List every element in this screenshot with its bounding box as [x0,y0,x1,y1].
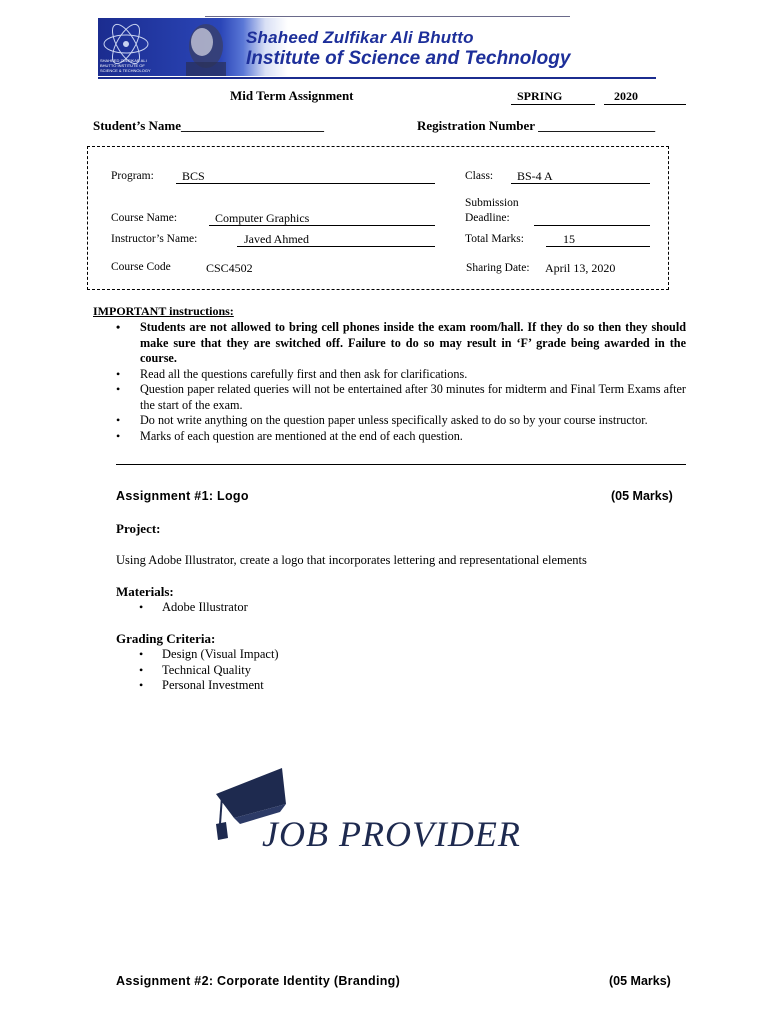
banner-top-rule [205,16,570,17]
term-field: SPRING [511,89,595,105]
deadline-label-1: Submission [465,197,519,209]
instruction-item: • Marks of each question are mentioned at the end of each question. [116,429,686,445]
total-marks-value: 15 [563,232,575,246]
institute-banner [98,18,656,76]
deadline-underline [534,225,650,226]
materials-list [139,600,248,616]
instructions-heading: IMPORTANT instructions: [93,304,234,318]
program-underline [176,183,435,184]
program-value: BCS [182,169,205,183]
instructions-list [116,320,686,444]
material-item: • Adobe Illustrator [139,600,248,616]
grading-heading: Grading Criteria: [116,631,216,646]
instruction-item: • Question paper related queries will not be entertained after 30 minutes for midterm and Final Term Exams after the start of the exam. [116,382,686,413]
program-label: Program: [111,170,154,182]
course-code-value: CSC4502 [206,261,253,275]
course-name-label: Course Name: [111,212,178,224]
assignment1-title: Assignment #1: Logo [116,489,249,503]
class-label: Class: [465,170,494,182]
grading-list [139,647,279,694]
class-underline [511,183,650,184]
student-name-field: Student’s Name______________________ [93,118,324,133]
project-text: Using Adobe Illustrator, create a logo that incorporates lettering and representational elements [116,553,587,567]
assignment1-marks: (05 Marks) [611,489,673,503]
instructor-value: Javed Ahmed [244,232,309,246]
banner-title-line1: Shaheed Zulfikar Ali Bhutto [246,28,474,47]
registration-number-field: Registration Number __________________ [417,118,656,133]
assignment2-title: Assignment #2: Corporate Identity (Branding) [116,974,401,988]
deadline-label-2: Deadline: [465,212,510,224]
document-title: Mid Term Assignment [230,88,354,103]
instructor-underline [237,246,435,247]
project-heading: Project: [116,521,161,536]
instruction-item: • Students are not allowed to bring cell phones inside the exam room/hall. If they do so then they should make sure that they are switched off. Failure to do so may result in ‘F’ grade being awarded in the course. [116,320,686,367]
banner-bottom-rule [98,77,656,79]
course-name-underline [209,225,435,226]
banner-title-line2: Institute of Science and Technology [246,48,571,69]
course-code-label: Course Code [111,261,171,273]
sharing-date-label: Sharing Date: [466,262,530,274]
class-value: BS-4 A [517,169,553,183]
course-name-value: Computer Graphics [215,211,310,225]
total-marks-underline [546,246,650,247]
logo-text: JOB PROVIDER [262,814,521,854]
year-field: 2020 [604,89,686,105]
instructor-label: Instructor’s Name: [111,233,198,245]
instruction-item: • Do not write anything on the question paper unless specifically asked to do so by your course instructor. [116,413,686,429]
grading-item: • Design (Visual Impact) [139,647,279,663]
banner-small-caption: SHAHEED ZULFIKAR ALI BHUTTO INSTITUTE OF SCIENCE & TECHNOLOGY [100,58,151,73]
total-marks-label: Total Marks: [465,233,524,245]
grading-item: • Technical Quality [139,663,279,679]
instructions-divider [116,464,686,465]
grading-item: • Personal Investment [139,678,279,694]
instruction-item: • Read all the questions carefully first and then ask for clarifications. [116,367,686,383]
assignment2-marks: (05 Marks) [609,974,671,988]
sharing-date-value: April 13, 2020 [545,261,616,275]
materials-heading: Materials: [116,584,174,599]
